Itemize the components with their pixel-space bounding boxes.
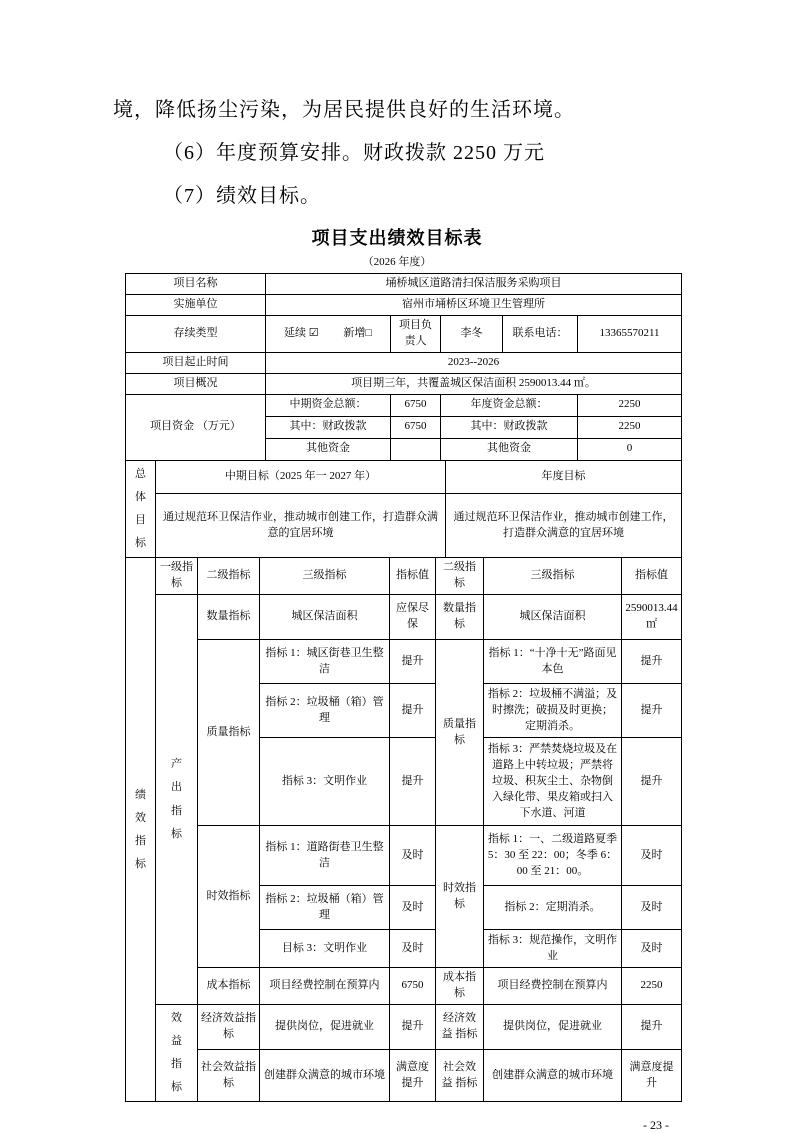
overview-value-cell: 项目期三年，共覆盖城区保洁面积 2590013.44 ㎡。 [266,373,682,394]
fund-mid-fiscal-label-cell: 其中：财政拨款 [266,416,391,438]
period-value-cell: 2023--2026 [266,352,682,373]
fund-mid-fiscal-value-cell: 6750 [391,416,441,438]
unit-value-cell: 宿州市埇桥区环境卫生管理所 [266,295,682,316]
quantity-category-right-cell: 数量指标 [436,595,484,640]
project-info-table [125,273,682,461]
project-period-row [126,352,682,373]
value-cell-left: 提升 [390,738,436,826]
output-indicator-label: 产出指标 [171,758,182,840]
value-cell-left: 及时 [390,886,436,930]
new-option-unchecked: 新增□ [343,326,373,339]
cost-value-right-cell: 2250 [622,968,682,1005]
indicator-cell-right: 指标 3：严禁焚烧垃圾及在道路上中转垃圾；严禁将垃圾、积灰尘土、杂物倒入绿化带、果皮箱或扫入下水道、河道 [484,738,622,826]
paragraph-budget: （6）年度预算安排。财政拨款 2250 万元 [163,142,545,164]
fund-row-total [126,394,682,416]
quantity-value-right-cell: 2590013.44 ㎡ [622,595,682,640]
header-level2-indicator-right: 二级指标 [436,558,484,595]
table-subtitle: （2026 年度） [362,256,432,268]
fund-year-total-label-cell: 年度资金总额： [441,394,578,416]
benefit-row-economic [126,1005,682,1050]
benefit-category-left-cell: 经济效益指标 [198,1005,260,1050]
fund-year-total-value-cell: 2250 [578,394,682,416]
quality-category-right-cell: 质量指标 [436,640,484,826]
type-options-cell [266,316,391,353]
benefit-category-left-cell: 社会效益指标 [198,1050,260,1102]
continuation-type-row [126,316,682,353]
quantity-indicator-right-cell: 城区保洁面积 [484,595,622,640]
time-category-right-cell: 时效指标 [436,826,484,968]
header-indicator-value-right: 指标值 [622,558,682,595]
indicator-cell-left: 指标 2：垃圾桶（箱）管理 [260,684,390,738]
performance-side-label: 绩效指标 [135,788,146,870]
indicator-cell-left: 提供岗位，促进就业 [260,1005,390,1050]
value-cell-right: 及时 [622,826,682,886]
cost-indicator-left-cell: 项目经费控制在预算内 [260,968,390,1005]
project-name-label-cell: 项目名称 [126,274,266,295]
value-cell-left: 提升 [390,640,436,684]
project-name-value-cell: 埇桥城区道路清扫保洁服务采购项目 [266,274,682,295]
indicator-cell-left: 指标 2：垃圾桶（箱）管理 [260,886,390,930]
benefit-category-right-cell: 经济效益 指标 [436,1005,484,1050]
phone-label-cell: 联系电话： [503,316,578,353]
leader-value-cell: 李冬 [441,316,503,353]
paragraph-continuation: 境，降低扬尘污染，为居民提供良好的生活环境。 [113,99,575,121]
cost-value-left-cell: 6750 [390,968,436,1005]
cost-indicator-right-cell: 项目经费控制在预算内 [484,968,622,1005]
project-name-row [126,274,682,295]
benefit-indicator-label: 效益指标 [171,1012,182,1094]
value-cell-left: 及时 [390,826,436,886]
indicator-cell-right: 指标 2：垃圾桶不满溢；及时擦洗；破损及时更换；定期消杀。 [484,684,622,738]
fund-year-fiscal-value-cell: 2250 [578,416,682,438]
mid-term-goal-header-cell: 中期目标（2025 年一 2027 年） [156,460,446,493]
unit-label-cell: 实施单位 [126,295,266,316]
indicator-cell-left: 指标 1：道路街巷卫生整洁 [260,826,390,886]
output-indicator-cell [156,595,198,1005]
value-cell-left: 提升 [390,1005,436,1050]
indicator-cell-left: 指标 3：文明作业 [260,738,390,826]
overall-goal-table [125,460,682,558]
fund-mid-total-label-cell: 中期资金总额： [266,394,391,416]
time-category-left-cell: 时效指标 [198,826,260,968]
overall-goal-header-row [126,460,682,493]
benefit-indicator-cell [156,1005,198,1102]
period-label-cell: 项目起止时间 [126,352,266,373]
fund-year-other-label-cell: 其他资金 [441,438,578,460]
continue-option-checked: 延续 ☑ [283,326,319,339]
quantity-category-left-cell: 数量指标 [198,595,260,640]
fund-mid-total-value-cell: 6750 [391,394,441,416]
indicators-header-row [126,558,682,595]
indicator-cell-right: 指标 1：“十净十无”路面见本色 [484,640,622,684]
indicator-cell-left: 创建群众满意的城市环境 [260,1050,390,1102]
page-number: - 23 - [643,1118,669,1133]
time-row-1 [126,826,682,886]
indicator-cell-right: 指标 3：规范操作，文明作业 [484,930,622,968]
type-label-cell: 存续类型 [126,316,266,353]
benefit-category-right-cell: 社会效益 指标 [436,1050,484,1102]
indicator-cell-right: 指标 2：定期消杀。 [484,886,622,930]
value-cell-right: 提升 [622,738,682,826]
overall-goal-content-row [126,494,682,558]
fund-label-cell: 项目资金 （万元） [126,394,266,460]
overall-goal-side-cell [126,460,156,557]
indicator-cell-right: 提供岗位，促进就业 [484,1005,622,1050]
header-level3-indicator-left: 三级指标 [260,558,390,595]
paragraph-performance: （7）绩效目标。 [163,185,321,207]
cost-category-right-cell: 成本指标 [436,968,484,1005]
value-cell-right: 提升 [622,684,682,738]
cost-category-left-cell: 成本指标 [198,968,260,1005]
header-level3-indicator-right: 三级指标 [484,558,622,595]
table-title: 项目支出绩效目标表 [311,228,483,248]
project-overview-row [126,373,682,394]
cost-indicator-row [126,968,682,1005]
header-level1-indicator: 一级指标 [156,558,198,595]
value-cell-right: 提升 [622,1005,682,1050]
value-cell-left: 满意度提升 [390,1050,436,1102]
benefit-row-social [126,1050,682,1102]
overview-label-cell: 项目概况 [126,373,266,394]
implementing-unit-row [126,295,682,316]
annual-goal-text-cell: 通过规范环卫保洁作业，推动城市创建工作，打造群众满意的宜居环境 [446,494,682,558]
quantity-value-left-cell: 应保尽保 [390,595,436,640]
header-indicator-value-left: 指标值 [390,558,436,595]
performance-side-cell [126,558,156,1102]
indicator-cell-right: 指标 1：一、二级道路夏季 5：30 至 22：00；冬季 6：00 至 21：00。 [484,826,622,886]
value-cell-right: 提升 [622,640,682,684]
fund-mid-other-label-cell: 其他资金 [266,438,391,460]
value-cell-right: 及时 [622,930,682,968]
indicator-cell-left: 指标 1：城区街巷卫生整洁 [260,640,390,684]
indicator-cell-right: 创建群众满意的城市环境 [484,1050,622,1102]
mid-term-goal-text-cell: 通过规范环卫保洁作业，推动城市创建工作，打造群众满意的宜居环境 [156,494,446,558]
fund-year-fiscal-label-cell: 其中：财政拨款 [441,416,578,438]
fund-mid-other-value-cell [391,438,441,460]
phone-value-cell: 13365570211 [578,316,682,353]
value-cell-left: 及时 [390,930,436,968]
fund-year-other-value-cell: 0 [578,438,682,460]
quantity-indicator-row [126,595,682,640]
overall-goal-side-label: 总体目标 [135,467,146,550]
value-cell-right: 及时 [622,886,682,930]
value-cell-left: 提升 [390,684,436,738]
header-level2-indicator-left: 二级指标 [198,558,260,595]
annual-goal-header-cell: 年度目标 [446,460,682,493]
leader-label-cell: 项目负责人 [391,316,441,353]
quantity-indicator-left-cell: 城区保洁面积 [260,595,390,640]
indicator-cell-left: 目标 3：文明作业 [260,930,390,968]
quality-category-left-cell: 质量指标 [198,640,260,826]
quality-row-1 [126,640,682,684]
value-cell-right: 满意度提升 [622,1050,682,1102]
performance-indicators-table [125,557,682,1102]
